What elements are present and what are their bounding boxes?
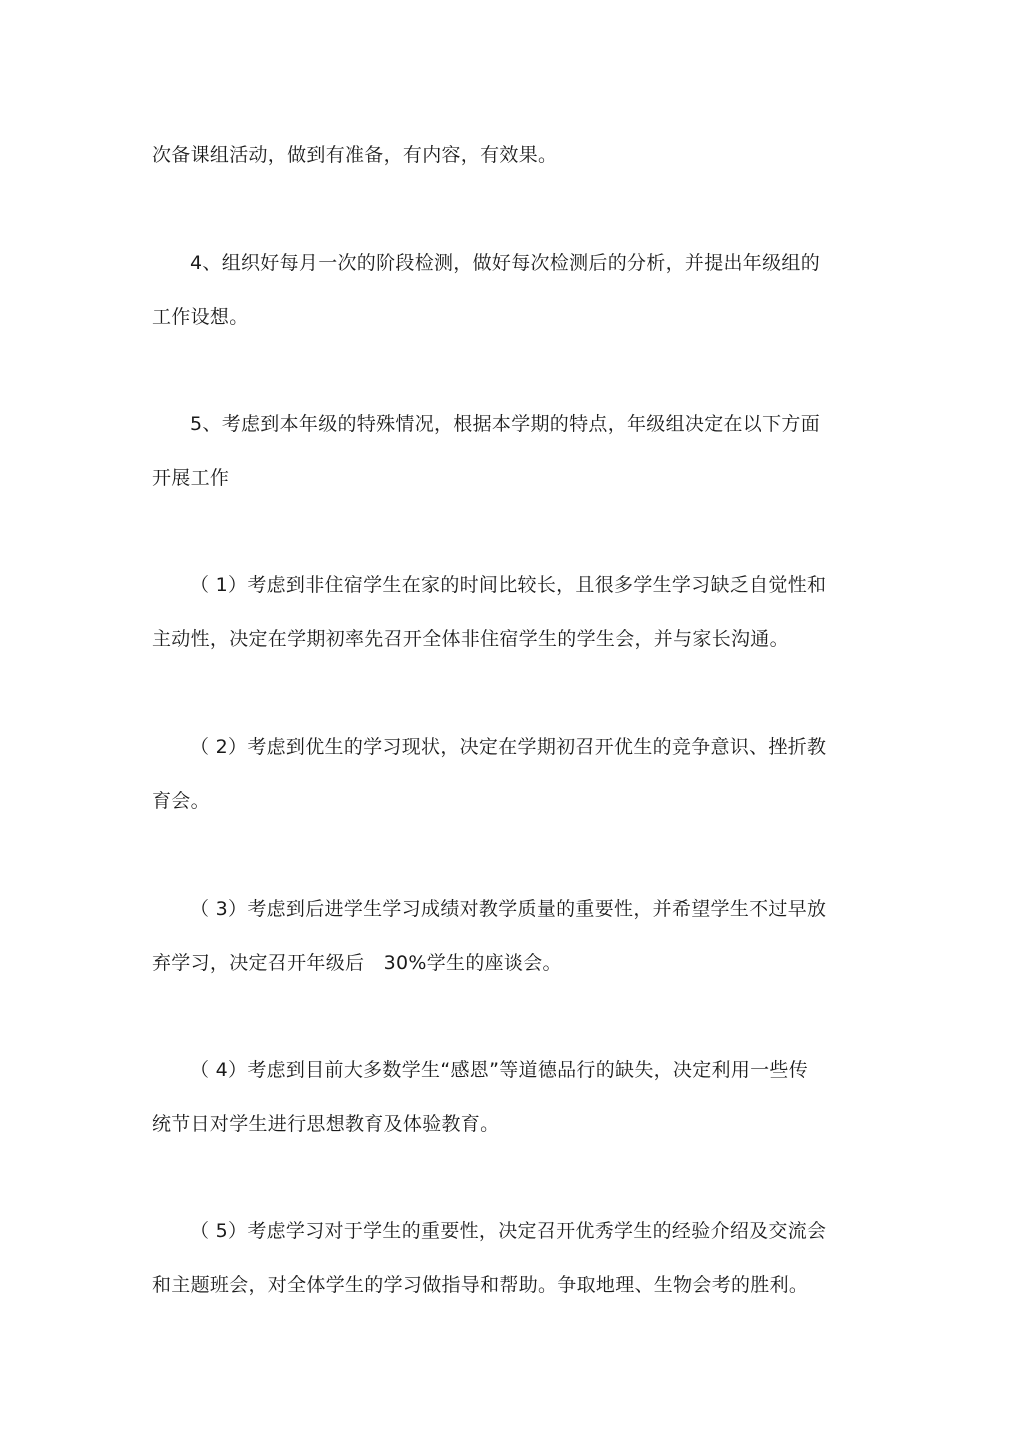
paragraph-6-line-2: 弃学习，决定召开年级后 30%学生的座谈会。 bbox=[152, 952, 562, 974]
paragraph-4-line-1: （ 1）考虑到非住宿学生在家的时间比较长，且很多学生学习缺乏自觉性和 bbox=[190, 574, 827, 596]
paragraph-6-line-1: （ 3）考虑到后进学生学习成绩对教学质量的重要性，并希望学生不过早放 bbox=[190, 898, 827, 920]
paragraph-8-line-2: 和主题班会，对全体学生的学习做指导和帮助。争取地理、生物会考的胜利。 bbox=[152, 1274, 809, 1296]
paragraph-7-line-1: （ 4）考虑到目前大多数学生“感恩”等道德品行的缺失，决定利用一些传 bbox=[190, 1059, 809, 1081]
paragraph-2-line-1: 4、组织好每月一次的阶段检测，做好每次检测后的分析，并提出年级组的 bbox=[190, 252, 820, 274]
paragraph-8-line-1: （ 5）考虑学习对于学生的重要性，决定召开优秀学生的经验介绍及交流会 bbox=[190, 1220, 827, 1242]
paragraph-3-line-2: 开展工作 bbox=[152, 467, 230, 489]
paragraph-1-line-1: 次备课组活动，做到有准备，有内容，有效果。 bbox=[152, 144, 558, 166]
paragraph-4-line-2: 主动性，决定在学期初率先召开全体非住宿学生的学生会，并与家长沟通。 bbox=[152, 628, 789, 650]
paragraph-2-line-2: 工作设想。 bbox=[152, 306, 249, 328]
paragraph-5-line-1: （ 2）考虑到优生的学习现状，决定在学期初召开优生的竞争意识、挫折教 bbox=[190, 736, 827, 758]
paragraph-5-line-2: 育会。 bbox=[152, 790, 210, 812]
paragraph-3-line-1: 5、考虑到本年级的特殊情况，根据本学期的特点，年级组决定在以下方面 bbox=[190, 413, 820, 435]
paragraph-7-line-2: 统节日对学生进行思想教育及体验教育。 bbox=[152, 1113, 500, 1135]
